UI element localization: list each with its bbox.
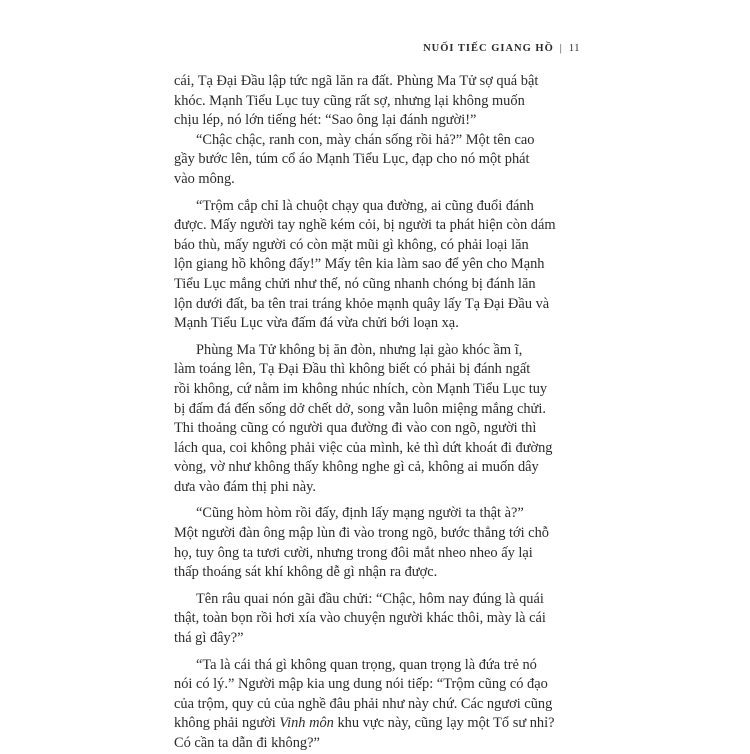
text-line: vòng, vờ như không thấy không nghe gì cả, không ai muốn dây — [174, 459, 539, 476]
text-line: “Cũng hòm hòm rồi đấy, định lấy mạng người ta thật à?” — [196, 505, 524, 522]
text-line: của trộm, quy củ của nghề đâu phải như này chứ. Các ngươi cũng — [174, 695, 553, 712]
book-page — [162, 0, 580, 750]
text-line: Tên râu quai nón gãi đầu chửi: “Chậc, hôm nay đúng là quái — [196, 590, 544, 607]
text-line: “Trộm cắp chỉ là chuột chạy qua đường, ai cũng đuổi đánh — [196, 197, 534, 214]
text-line: Một người đàn ông mập lùn đi vào trong ngõ, bước thẳng tới chỗ — [174, 525, 549, 542]
text-line: lộn dưới đất, ba tên trai tráng khỏe mạnh quây lấy Tạ Đại Đầu và — [174, 295, 550, 312]
text-line: Tiểu Lục mắng chửi như thế, nó cũng nhanh chóng bị đánh lăn — [174, 275, 536, 292]
text-line: thật, toàn bọn rồi hơi xía vào chuyện người khác thôi, mày là cái — [174, 610, 546, 627]
text-line: Thi thoảng cũng có người qua đường đi vào con ngõ, người thì — [174, 420, 537, 437]
text-line: không phải người Vinh môn khu vực này, cũng lạy một Tổ sư nhỉ? — [174, 715, 555, 732]
text-line: được. Mấy người tay nghề kém cỏi, bị người ta phát hiện còn dám — [174, 217, 556, 234]
chapter-title: NUỐI TIẾC GIANG HỒ — [423, 43, 554, 54]
text-line: rồi không, cứ nằm im không nhúc nhích, còn Mạnh Tiểu Lục tuy — [174, 380, 548, 397]
text-line: “Chậc chậc, ranh con, mày chán sống rồi hả?” Một tên cao — [196, 131, 535, 148]
text-line: lộn giang hồ không đấy!” Mấy tên kia làm sao để yên cho Mạnh — [174, 256, 545, 273]
text-line: Mạnh Tiểu Lục vừa đấm đá vừa chửi bới loạn xạ. — [174, 315, 459, 332]
text-line: thấp thoáng sát khí không dễ gì nhận ra được. — [174, 564, 438, 581]
text-line: cái, Tạ Đại Đầu lập tức ngã lăn ra đất. Phùng Ma Tử sợ quá bật — [174, 73, 539, 89]
text-line: lách qua, coi không phải việc của mình, kẻ thì dứt khoát đi đường — [174, 439, 553, 456]
text-line: bị đấm đá đến sống dở chết dở, song vẫn luôn miệng mắng chửi. — [174, 400, 546, 417]
text-line: Có cần ta dẫn đi không?” — [174, 735, 320, 751]
text-line: vào mông. — [174, 170, 235, 187]
running-header — [162, 40, 580, 58]
text-line: khóc. Mạnh Tiểu Lục tuy cũng rất sợ, nhưng lại không muốn — [174, 92, 525, 109]
header-separator: | — [559, 43, 563, 54]
text-line: nói có lý.” Người mập kia ung dung nói tiếp: “Trộm cũng có đạo — [174, 676, 548, 693]
page-number: 11 — [568, 43, 580, 54]
text-line: làm toáng lên, Tạ Đại Đầu thì không biết có phải bị đánh ngất — [174, 361, 531, 378]
text-line: chịu lép, nó lớn tiếng hét: “Sao ông lại đánh người!” — [174, 112, 477, 129]
text-line: họ, tuy ông ta tươi cười, nhưng trong đôi mắt nheo nheo ấy lại — [174, 544, 533, 561]
italic-term: Vinh môn — [279, 715, 334, 732]
body-text — [174, 72, 580, 754]
text-line: thá gì đây?” — [174, 630, 244, 647]
text-line: Phùng Ma Tử không bị ăn đòn, nhưng lại gào khóc ầm ĩ, — [196, 341, 523, 358]
text-line: gầy bước lên, túm cổ áo Mạnh Tiểu Lục, đạp cho nó một phát — [174, 151, 530, 168]
text-line: “Ta là cái thá gì không quan trọng, quan trọng là đứa trẻ nó — [196, 656, 537, 673]
text-line: báo thù, mấy người có còn mặt mũi gì không, có phải loại lăn — [174, 236, 529, 253]
text-line: dưa vào đám thị phi này. — [174, 478, 316, 495]
